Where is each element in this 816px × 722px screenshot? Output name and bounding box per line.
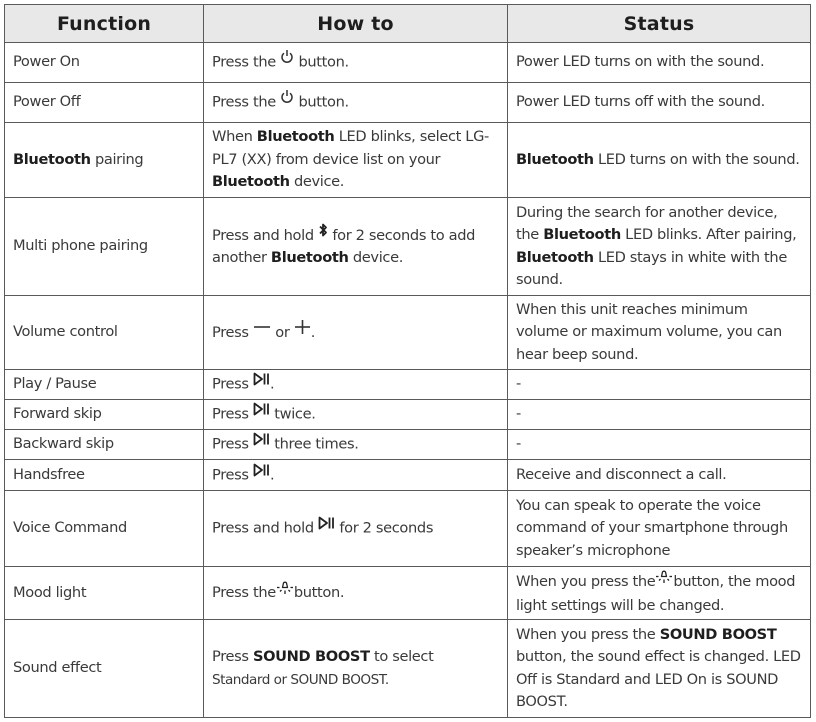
function-cell: Voice Command <box>5 491 204 567</box>
table-row <box>5 620 811 718</box>
function-cell: Power On <box>5 43 204 83</box>
how-to-cell: Press the button. <box>204 83 508 123</box>
how-to-cell: Press . <box>204 370 508 400</box>
status-cell: Receive and disconnect a call. <box>508 460 811 491</box>
status-cell: Bluetooth LED turns on with the sound. <box>508 123 811 198</box>
how-to-cell: Press three times. <box>204 430 508 460</box>
play-pause-icon <box>253 401 270 424</box>
how-to-cell: Press or . <box>204 296 508 370</box>
table-row <box>5 567 811 620</box>
mood-light-icon <box>655 567 673 593</box>
table-row <box>5 43 811 83</box>
how-to-cell: Press . <box>204 460 508 491</box>
status-cell: - <box>508 430 811 460</box>
table-row <box>5 400 811 430</box>
function-cell: Mood light <box>5 567 204 620</box>
table-row <box>5 123 811 198</box>
table-row <box>5 460 811 491</box>
table-row <box>5 83 811 123</box>
how-to-cell: Press and hold for 2 seconds to add another Bluetooth device. <box>204 198 508 296</box>
table-row <box>5 430 811 460</box>
play-pause-icon <box>253 431 270 454</box>
header-how-to: How to <box>204 5 508 43</box>
status-cell: You can speak to operate the voice command of your smartphone through speaker’s microphone <box>508 491 811 567</box>
how-to-cell: Press the button. <box>204 43 508 83</box>
play-pause-icon <box>253 371 270 394</box>
status-cell: Power LED turns off with the sound. <box>508 83 811 123</box>
function-cell: Bluetooth pairing <box>5 123 204 198</box>
status-cell: When you press the button, the mood light settings will be changed. <box>508 567 811 620</box>
table-row <box>5 296 811 370</box>
bluetooth-icon <box>318 222 328 246</box>
function-cell: Volume control <box>5 296 204 370</box>
function-cell: Sound effect <box>5 620 204 718</box>
status-cell: When this unit reaches minimum volume or maximum volume, you can hear beep sound. <box>508 296 811 370</box>
status-cell: When you press the SOUND BOOST button, the sound effect is changed. LED Off is Standard and LED On is SOUND BOOST. <box>508 620 811 718</box>
function-cell: Forward skip <box>5 400 204 430</box>
table-row <box>5 491 811 567</box>
mood-light-icon <box>276 578 294 604</box>
play-pause-icon <box>318 515 335 538</box>
status-cell: - <box>508 370 811 400</box>
table-row <box>5 370 811 400</box>
plus-icon <box>294 319 311 343</box>
function-cell: Backward skip <box>5 430 204 460</box>
status-cell: - <box>508 400 811 430</box>
how-to-cell: Press the button. <box>204 567 508 620</box>
play-pause-icon <box>253 462 270 485</box>
function-table <box>4 4 811 718</box>
status-cell: During the search for another device, the Bluetooth LED blinks. After pairing, Bluetooth LED stays in white with the sound. <box>508 198 811 296</box>
power-icon <box>280 49 294 72</box>
function-cell: Play / Pause <box>5 370 204 400</box>
table-header-row <box>5 5 811 43</box>
header-function: Function <box>5 5 204 43</box>
function-cell: Power Off <box>5 83 204 123</box>
status-cell: Power LED turns on with the sound. <box>508 43 811 83</box>
header-status: Status <box>508 5 811 43</box>
how-to-cell: When Bluetooth LED blinks, select LG-PL7 (XX) from device list on your Bluetooth device. <box>204 123 508 198</box>
function-cell: Multi phone pairing <box>5 198 204 296</box>
how-to-cell: Press and hold for 2 seconds <box>204 491 508 567</box>
how-to-cell: Press SOUND BOOST to select Standard or SOUND BOOST. <box>204 620 508 718</box>
function-cell: Handsfree <box>5 460 204 491</box>
table-row <box>5 198 811 296</box>
minus-icon <box>253 319 271 342</box>
power-icon <box>280 89 294 112</box>
how-to-cell: Press twice. <box>204 400 508 430</box>
